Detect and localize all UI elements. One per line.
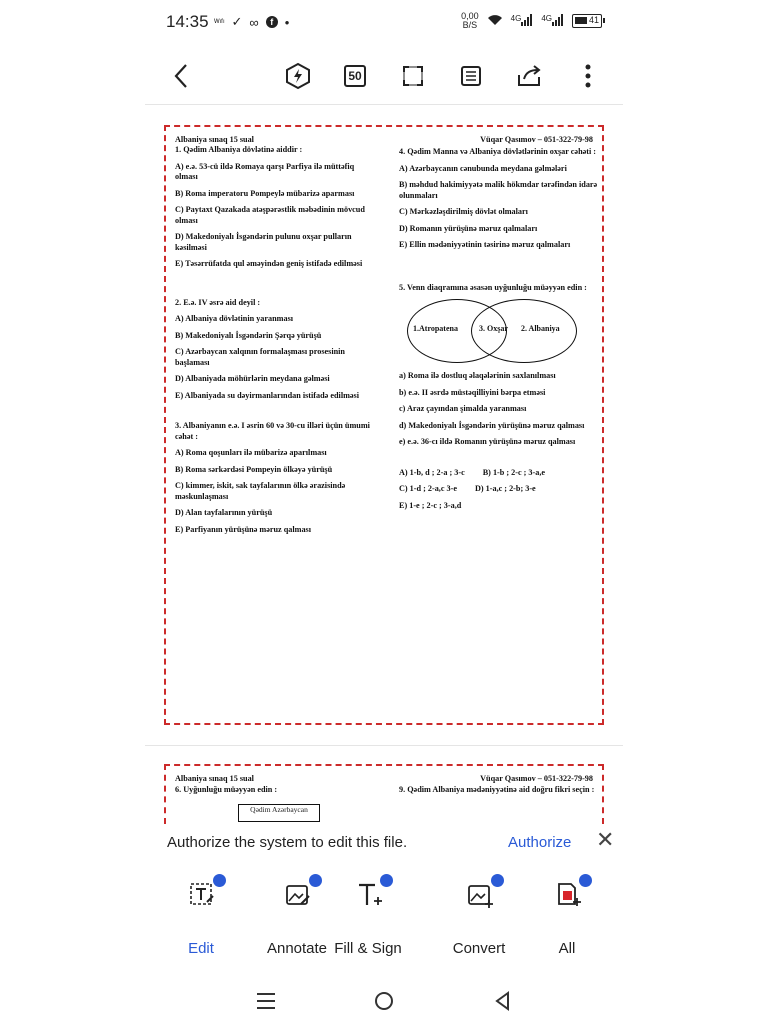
hexagon-bolt-icon	[284, 62, 312, 90]
q5-item-b: b) e.ə. II əsrdə müstəqilliyini bərpa etməsi	[399, 387, 546, 397]
q3-option-b: B) Roma sərkərdəsi Pompeyin ölkəyə yürüşü	[175, 464, 333, 474]
top-toolbar	[0, 50, 768, 102]
q3-option-d: D) Alan tayfalarının yürüşü	[175, 508, 273, 517]
wifi-call-icon: ᵂᶦᶠᶦ	[214, 17, 225, 27]
share-button[interactable]	[514, 60, 546, 92]
share-icon	[516, 63, 544, 89]
q4-question: 4. Qədim Manna və Albaniya dövlətlərinin oxşar cəhəti :	[399, 147, 597, 156]
q1-option-b: B) Roma imperatoru Pompeylə mübarizə aparması	[175, 188, 355, 198]
status-notification-icons	[214, 14, 289, 30]
tool-all-label: All	[558, 940, 576, 957]
q3-option-c: C) kimmer, iskit, sak tayfalarının ölkə ərazisində məskunlaşması	[175, 481, 346, 501]
q2-question: 2. E.ə. IV əsrə aid deyil :	[175, 297, 261, 307]
q6-box: Qədim Azərbaycan	[238, 804, 320, 822]
tool-convert[interactable]	[439, 870, 519, 960]
q2-option-b: B) Makedoniyalı İsgəndərin Şərqə yürüşü	[175, 330, 322, 340]
all-tools-icon	[553, 880, 583, 910]
reading-mode-button[interactable]	[455, 60, 487, 92]
q1-option-d: D) Makedoniyalı İsgəndərin pulunu oxşar pulların kəsilməsi	[175, 232, 352, 252]
tool-fill-sign[interactable]	[328, 870, 408, 960]
signal-4g-icon-2: 4G	[541, 14, 564, 29]
infinity-icon: ∞	[249, 14, 259, 30]
q3-question: 3. Albaniyanın e.ə. I əsrin 60 və 30-cu illəri üçün ümumi cəhət :	[175, 421, 370, 441]
doc-header-left: Albaniya sınaq 15 sual	[175, 135, 254, 144]
premium-badge-icon	[309, 874, 322, 887]
bottom-tools	[0, 870, 768, 960]
document-page-1[interactable]	[164, 125, 604, 725]
recent-apps-button[interactable]	[253, 988, 279, 1014]
chevron-left-icon	[171, 63, 193, 89]
q1-option-e: E) Təsərrüfatda qul əməyindən geniş istifadə edilməsi	[175, 259, 363, 268]
tool-fill-sign-label: Fill & Sign	[334, 940, 402, 957]
tool-edit[interactable]	[161, 870, 241, 960]
doc-left-column	[175, 145, 375, 541]
home-button[interactable]	[371, 988, 397, 1014]
venn-diagram	[407, 299, 587, 363]
doc-header-right: Vüqar Qasımov – 051-322-79-98	[480, 135, 593, 144]
wifi-icon	[487, 14, 503, 29]
q2-option-a: A) Albaniya dövlətinin yaranması	[175, 314, 294, 323]
more-options-button[interactable]	[572, 60, 604, 92]
q6-question: 6. Uyğunluğu müəyyən edin :	[175, 785, 278, 794]
q5-item-c: c) Araz çayından şimalda yaranması	[399, 404, 527, 413]
q5-answer-e: E) 1-e ; 2-c ; 3-a,d	[399, 500, 462, 510]
tool-convert-label: Convert	[452, 940, 506, 957]
authorize-banner	[0, 825, 768, 861]
ai-boost-button[interactable]	[282, 60, 314, 92]
q3-option-e: E) Parfiyanın yürüşünə məruz qalması	[175, 524, 312, 534]
edit-text-icon	[187, 880, 217, 910]
signal-4g-icon-1: 4G	[511, 14, 534, 29]
q5-item-d: d) Makedoniyalı İsgəndərin yürüşünə məruz qalması	[399, 420, 585, 430]
q2-option-d: D) Albaniyada möhürlərin meydana gəlməsi	[175, 374, 330, 383]
premium-badge-icon	[213, 874, 226, 887]
status-time: 14:35	[166, 12, 209, 31]
q5-answer-d: D) 1-a,c ; 2-b; 3-e	[474, 484, 536, 493]
more-vertical-icon	[584, 63, 592, 89]
q5-item-a: a) Roma ilə dostluq əlaqələrinin saxlanılması	[399, 371, 556, 380]
convert-icon	[465, 880, 495, 910]
q5-item-e: e) e.ə. 36-cı ildə Romanın yürüşünə məruz qalması	[399, 437, 576, 446]
q4-option-d: D) Romanın yürüşünə məruz qalmaları	[399, 223, 538, 233]
toolbar-divider	[145, 104, 623, 105]
fullscreen-icon	[401, 64, 425, 88]
status-bar	[0, 0, 768, 46]
q1-option-c: C) Paytaxt Qazakada atəşpərəstlik məbədinin mövcud olması	[175, 205, 365, 225]
q9-question: 9. Qədim Albaniya mədəniyyətinə aid doğru fikri seçin :	[399, 785, 595, 794]
q5-answer-c: C) 1-d ; 2-a,c 3-e	[399, 484, 457, 493]
venn-label-right: 2. Albaniya	[521, 324, 560, 333]
q4-option-c: C) Mərkəzləşdirilmiş dövlət olmaları	[399, 207, 528, 216]
authorize-button[interactable]: Authorize	[508, 834, 572, 851]
premium-badge-icon	[491, 874, 504, 887]
venn-label-middle: 3. Oxşar	[479, 324, 508, 333]
page-count-button[interactable]	[339, 60, 371, 92]
doc2-header-right: Vüqar Qasımov – 051-322-79-98	[480, 774, 593, 783]
facebook-icon: f	[266, 16, 278, 28]
authorize-message: Authorize the system to edit this file.	[167, 834, 408, 851]
net-speed: 0,00 B/S	[461, 11, 479, 30]
q2-option-e: E) Albaniyada su dəyirmanlarından istifadə edilməsi	[175, 390, 360, 400]
status-system-icons	[461, 12, 602, 30]
fill-sign-icon	[354, 880, 384, 910]
q1-question: 1. Qədim Albaniya dövlətinə aiddir :	[175, 145, 303, 154]
dot-icon: •	[284, 14, 290, 30]
document-page-2[interactable]	[164, 764, 604, 824]
q5-answer-b: B) 1-b ; 2-c ; 3-a,e	[482, 467, 546, 477]
page-count: 50	[344, 65, 366, 87]
q4-option-b: B) məhdud hakimiyyətə malik hökmdar tərəfindən idarə olunmaları	[399, 180, 598, 200]
q1-option-a: A) e.ə. 53-cü ildə Romaya qarşı Parfiya ilə müttəfiq olması	[175, 161, 355, 181]
fullscreen-button[interactable]	[397, 60, 429, 92]
premium-badge-icon	[579, 874, 592, 887]
tool-annotate[interactable]	[257, 870, 337, 960]
menu-icon	[253, 988, 279, 1014]
triangle-back-icon	[490, 988, 516, 1014]
check-icon: ✓	[231, 14, 243, 29]
back-button[interactable]	[166, 60, 198, 92]
annotate-icon	[283, 880, 313, 910]
system-nav-bar	[0, 982, 768, 1018]
tool-annotate-label: Annotate	[266, 940, 328, 957]
q4-option-a: A) Azərbaycanın cənubunda meydana gəlmələri	[399, 163, 567, 173]
premium-badge-icon	[380, 874, 393, 887]
close-icon[interactable]: ✕	[596, 827, 615, 852]
page-divider	[145, 745, 623, 746]
q5-answer-a: A) 1-b, d ; 2-a ; 3-c	[399, 467, 465, 477]
venn-label-left: 1.Atropatena	[413, 324, 458, 333]
q5-question: 5. Venn diaqramına əsasən uyğunluğu müəyyən edin :	[399, 282, 587, 292]
back-nav-button[interactable]	[490, 988, 516, 1014]
battery-icon: 41	[572, 14, 602, 28]
q4-option-e: E) Ellin mədəniyyətinin təsirinə məruz qalmaları	[399, 240, 571, 249]
document-view-icon	[459, 64, 483, 88]
doc2-header-left: Albaniya sınaq 15 sual	[175, 774, 254, 783]
doc-right-column	[399, 147, 599, 511]
q2-option-c: C) Azərbaycan xalqının formalaşması prosesinin başlaması	[175, 347, 345, 367]
q3-option-a: A) Roma qoşunları ilə mübarizə aparılması	[175, 448, 327, 457]
home-circle-icon	[371, 988, 397, 1014]
tool-edit-label: Edit	[188, 940, 214, 957]
tool-all[interactable]	[527, 870, 607, 960]
